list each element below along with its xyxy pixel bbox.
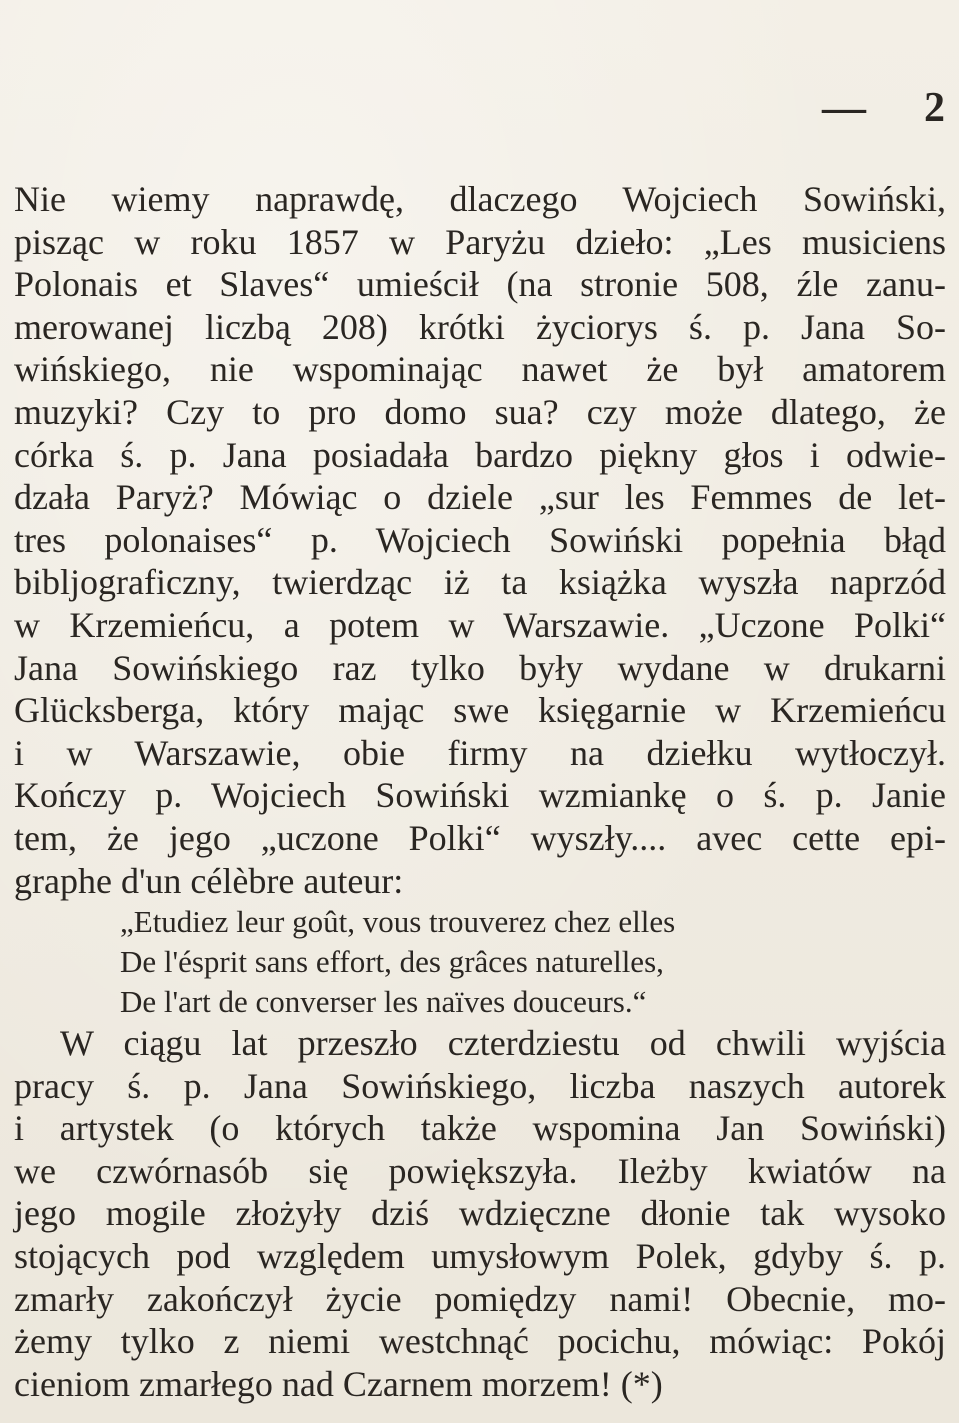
paragraph-2 xyxy=(14,1022,946,1405)
text-line: we czwórnasób się powiększyła. Ileżby kwiatów na xyxy=(14,1150,946,1191)
text-line: Polonais et Slaves“ umieścił (na stronie 508, źle zanu- xyxy=(14,264,946,305)
text-line: pracy ś. p. Jana Sowińskiego, liczba naszych autorek xyxy=(14,1065,946,1106)
verse-line: „Etudiez leur goût, vous trouverez chez elles xyxy=(120,904,676,940)
text-line: muzyki? Czy to pro domo sua? czy może dlatego, że xyxy=(14,391,946,432)
text-line: zmarły zakończył życie pomiędzy nami! Obecnie, mo- xyxy=(14,1278,946,1319)
text-line: Nie wiemy naprawdę, dlaczego Wojciech Sowiński, xyxy=(14,179,946,219)
text-line: W ciągu lat przeszło czterdziestu od chwili wyjścia xyxy=(60,1023,946,1064)
text-line: bibljograficzny, twierdząc iż ta książka wyszła naprzód xyxy=(14,562,946,603)
text-line: tem, że jego „uczone Polki“ wyszły.... avec cette epi- xyxy=(14,817,946,858)
verse-line: De l'art de converser les naïves douceurs.“ xyxy=(120,984,647,1020)
paragraph-1 xyxy=(14,178,946,902)
text-line: i artystek (o których także wspomina Jan Sowiński) xyxy=(14,1108,946,1149)
text-line: tres polonaises“ p. Wojciech Sowiński popełnia błąd xyxy=(14,519,946,560)
article-body xyxy=(14,178,946,1405)
text-line: i w Warszawie, obie firmy na dziełku wytłoczył. xyxy=(14,732,946,773)
text-line: żemy tylko z niemi westchnąć pocichu, mówiąc: Pokój xyxy=(14,1321,946,1362)
text-line: jego mogile złożyły dziś wdzięczne dłonie tak wysoko xyxy=(14,1193,946,1234)
text-line: dzała Paryż? Mówiąc o dziele „sur les Femmes de let- xyxy=(14,477,946,518)
verse-line: De l'ésprit sans effort, des grâces naturelles, xyxy=(120,944,664,980)
header-dash: — xyxy=(822,83,866,132)
text-line: Jana Sowińskiego raz tylko były wydane w drukarni xyxy=(14,647,946,688)
text-line: cieniom zmarłego nad Czarnem morzem! (*) xyxy=(14,1363,663,1404)
text-line: graphe d'un célèbre auteur: xyxy=(14,860,404,901)
text-line: Glücksberga, który mając swe księgarnie w Krzemieńcu xyxy=(14,690,946,731)
page-number: 2 xyxy=(924,85,945,131)
text-line: w Krzemieńcu, a potem w Warszawie. „Uczone Polki“ xyxy=(14,604,946,645)
text-line: Kończy p. Wojciech Sowiński wzmiankę o ś. p. Janie xyxy=(14,775,946,816)
text-line: stojących pod względem umysłowym Polek, gdyby ś. p. xyxy=(14,1236,946,1277)
page-header xyxy=(822,83,945,132)
text-line: pisząc w roku 1857 w Paryżu dzieło: „Les musiciens xyxy=(14,221,946,262)
verse-quote xyxy=(14,902,946,1022)
text-line: córka ś. p. Jana posiadała bardzo piękny głos i odwie- xyxy=(14,434,946,475)
text-line: merowanej liczbą 208) krótki życiorys ś. p. Jana So- xyxy=(14,306,946,347)
text-line: wińskiego, nie wspominając nawet że był amatorem xyxy=(14,349,946,390)
